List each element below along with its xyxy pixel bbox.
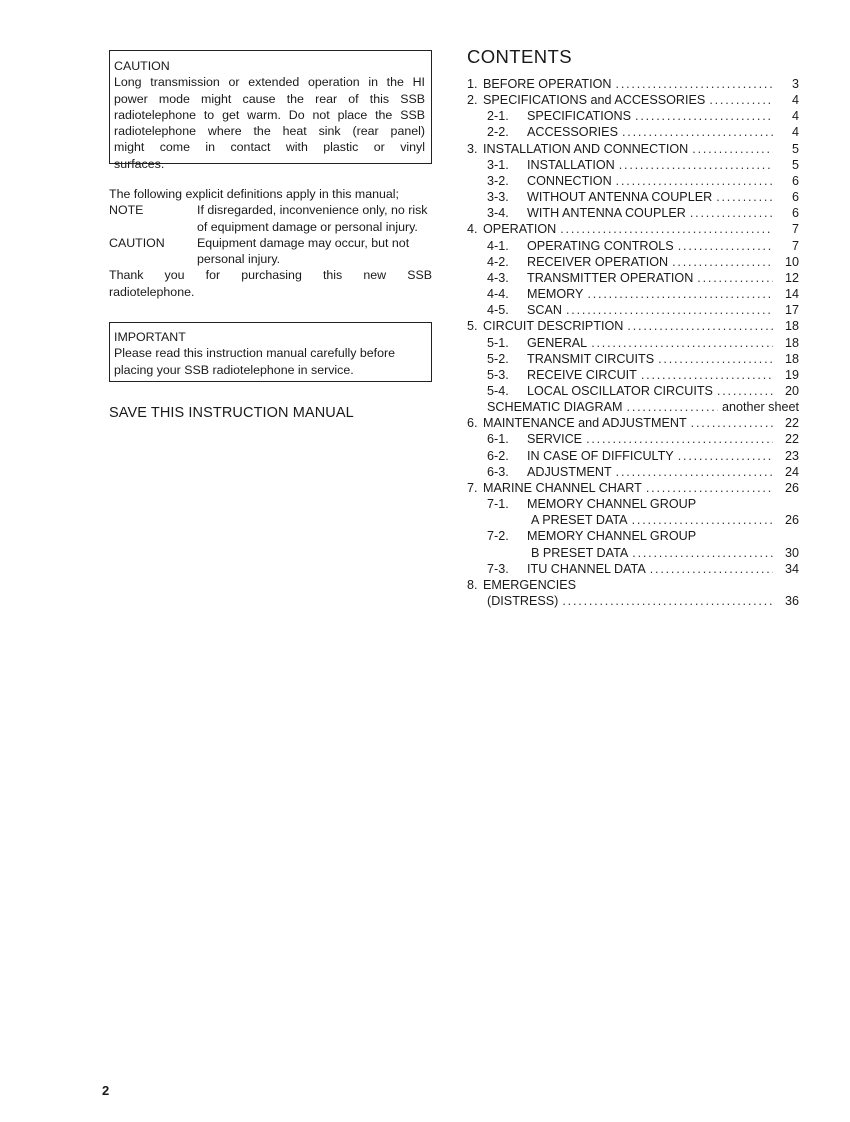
- caution-line: surfaces.: [114, 156, 165, 171]
- contents-title: CONTENTS: [467, 46, 572, 67]
- toc-label: WITHOUT ANTENNA COUPLER: [527, 190, 713, 205]
- toc-page: 6: [791, 173, 799, 188]
- toc-page: 7: [791, 222, 799, 237]
- toc-label: MEMORY: [527, 287, 584, 302]
- toc-number: 7-1.: [487, 497, 509, 512]
- toc-entry-continued: [467, 593, 799, 609]
- toc-label: RECEIVER OPERATION: [527, 254, 669, 269]
- toc-entry: [467, 577, 799, 593]
- toc-entry-continued: [467, 545, 799, 561]
- toc-leader: [717, 383, 773, 399]
- toc-label: TRANSMITTER OPERATION: [527, 270, 694, 285]
- toc-leader: [691, 415, 773, 431]
- toc-entry: [467, 108, 799, 124]
- toc-entry: [467, 367, 799, 383]
- toc-entry: [467, 286, 799, 302]
- toc-leader: [616, 464, 773, 480]
- toc-page: 19: [784, 367, 799, 382]
- toc-entry: [467, 124, 799, 140]
- thanks-line: Thank you for purchasing this new SSB: [109, 268, 432, 283]
- toc-leader: [562, 593, 773, 609]
- toc-page: 14: [784, 287, 799, 302]
- toc-leader: [586, 431, 773, 447]
- toc-entry: [467, 92, 799, 108]
- toc-number: 4-1.: [487, 238, 509, 253]
- toc-entry: [467, 221, 799, 237]
- toc-number: 3-3.: [487, 190, 509, 205]
- toc-page: 6: [791, 190, 799, 205]
- definition-term: CAUTION: [109, 235, 165, 250]
- toc-number: 1.: [467, 77, 478, 91]
- toc-entry: [467, 254, 799, 270]
- toc-page: 24: [784, 464, 799, 479]
- toc-entry: [467, 205, 799, 221]
- toc-leader: [622, 124, 773, 140]
- important-line: Please read this instruction manual carefully before: [114, 346, 396, 361]
- toc-entry: [467, 480, 799, 496]
- toc-label: LOCAL OSCILLATOR CIRCUITS: [527, 383, 713, 398]
- toc-page: 4: [791, 93, 799, 108]
- toc-leader: [616, 173, 773, 189]
- important-line: placing your SSB radiotelephone in service.: [114, 362, 354, 377]
- toc-number: 6-1.: [487, 432, 509, 447]
- toc-entry: [467, 302, 799, 318]
- toc-entry: [467, 561, 799, 577]
- thanks-line: radiotelephone.: [109, 284, 195, 299]
- toc-label: OPERATING CONTROLS: [527, 238, 674, 253]
- toc-entry: [467, 157, 799, 173]
- toc-entry: [467, 351, 799, 367]
- toc-label: ADJUSTMENT: [527, 464, 612, 479]
- table-of-contents: [467, 76, 799, 609]
- toc-page: another sheet: [721, 400, 799, 415]
- toc-entry: [467, 173, 799, 189]
- toc-page: 4: [791, 125, 799, 140]
- caution-line: Long transmission or extended operation in the HI: [114, 75, 425, 90]
- toc-leader: [632, 545, 773, 561]
- toc-leader: [627, 318, 773, 334]
- toc-label: CIRCUIT DESCRIPTION: [483, 319, 624, 334]
- toc-number: 7-3.: [487, 561, 509, 576]
- toc-label: A PRESET DATA: [531, 513, 628, 528]
- toc-number: 4-3.: [487, 270, 509, 285]
- toc-page: 18: [784, 319, 799, 334]
- toc-label: SCAN: [527, 303, 562, 318]
- toc-entry: [467, 238, 799, 254]
- toc-number: 7-2.: [487, 529, 509, 544]
- definition-text: Equipment damage may occur, but not personal injury.: [197, 235, 410, 267]
- toc-entry-schematic: [467, 399, 799, 415]
- toc-number: 5-1.: [487, 335, 509, 350]
- toc-leader: [632, 512, 773, 528]
- toc-leader: [716, 189, 773, 205]
- toc-leader: [616, 76, 773, 92]
- toc-entry: [467, 496, 799, 512]
- toc-page: 6: [791, 206, 799, 221]
- toc-label: ACCESSORIES: [527, 125, 618, 140]
- toc-label: INSTALLATION: [527, 157, 615, 172]
- toc-entry: [467, 141, 799, 157]
- toc-number: 4-5.: [487, 303, 509, 318]
- caution-line: radiotelephone to get warm. Do not place the SSB: [114, 107, 425, 122]
- toc-label: EMERGENCIES: [483, 577, 577, 592]
- toc-entry: [467, 76, 799, 92]
- caution-line: radiotelephone where the heat sink (rear panel): [114, 124, 425, 139]
- toc-leader: [709, 92, 773, 108]
- toc-number: 4-2.: [487, 254, 509, 269]
- definition-note: [109, 202, 432, 235]
- toc-label: WITH ANTENNA COUPLER: [527, 206, 686, 221]
- definitions-intro: The following explicit definitions apply in this manual;: [109, 187, 399, 201]
- toc-number: 6-3.: [487, 464, 509, 479]
- toc-leader: [635, 108, 773, 124]
- toc-number: 3.: [467, 141, 478, 156]
- toc-number: 7.: [467, 480, 478, 495]
- toc-label: INSTALLATION AND CONNECTION: [483, 141, 689, 156]
- toc-entry: [467, 528, 799, 544]
- toc-number: 2-1.: [487, 109, 509, 124]
- toc-leader: [678, 448, 773, 464]
- toc-page: 12: [784, 270, 799, 285]
- toc-label: BEFORE OPERATION: [483, 77, 612, 91]
- toc-number: 5-3.: [487, 367, 509, 382]
- toc-page: 7: [791, 238, 799, 253]
- toc-leader: [627, 399, 718, 415]
- toc-label: ITU CHANNEL DATA: [527, 561, 646, 576]
- toc-label: GENERAL: [527, 335, 588, 350]
- toc-label: MEMORY CHANNEL GROUP: [527, 529, 697, 544]
- toc-number: 5.: [467, 319, 478, 334]
- definition-caution: [109, 235, 432, 268]
- contents-column: [467, 46, 799, 609]
- toc-number: 3-4.: [487, 206, 509, 221]
- toc-entry-continued: [467, 512, 799, 528]
- toc-page: 4: [791, 109, 799, 124]
- toc-page: 5: [791, 141, 799, 156]
- toc-entry: [467, 448, 799, 464]
- toc-label: RECEIVE CIRCUIT: [527, 367, 637, 382]
- toc-entry: [467, 335, 799, 351]
- toc-entry: [467, 415, 799, 431]
- toc-number: 6-2.: [487, 448, 509, 463]
- toc-leader: [619, 157, 773, 173]
- toc-leader: [650, 561, 773, 577]
- toc-entry: [467, 464, 799, 480]
- toc-page: 18: [784, 335, 799, 350]
- toc-label: SCHEMATIC DIAGRAM: [487, 400, 623, 415]
- definitions-section: [109, 186, 432, 300]
- toc-leader: [697, 270, 773, 286]
- caution-box-title: CAUTION: [114, 59, 170, 73]
- toc-label: IN CASE OF DIFFICULTY: [527, 448, 674, 463]
- toc-label: SERVICE: [527, 432, 583, 447]
- toc-number: 3-2.: [487, 173, 509, 188]
- toc-entry: [467, 270, 799, 286]
- toc-label: SPECIFICATIONS and ACCESSORIES: [483, 93, 706, 108]
- toc-number: 8.: [467, 577, 478, 592]
- toc-leader: [690, 205, 773, 221]
- save-manual-notice: SAVE THIS INSTRUCTION MANUAL: [109, 405, 354, 422]
- toc-entry: [467, 318, 799, 334]
- important-box: [109, 322, 432, 382]
- definition-text: If disregarded, inconvenience only, no risk of equipment damage or personal injury.: [197, 203, 428, 234]
- toc-number: 5-4.: [487, 383, 509, 398]
- toc-leader: [641, 367, 773, 383]
- definition-term: NOTE: [109, 203, 144, 218]
- toc-entry: [467, 189, 799, 205]
- toc-leader: [692, 141, 773, 157]
- toc-leader: [591, 335, 773, 351]
- toc-label: MARINE CHANNEL CHART: [483, 480, 642, 495]
- toc-entry: [467, 383, 799, 399]
- toc-leader: [678, 238, 773, 254]
- toc-number: 4-4.: [487, 287, 509, 302]
- toc-page: 18: [784, 351, 799, 366]
- toc-label: MAINTENANCE and ADJUSTMENT: [483, 416, 687, 431]
- toc-page: 23: [784, 448, 799, 463]
- caution-box: [109, 50, 432, 171]
- toc-leader: [566, 302, 773, 318]
- toc-page: 5: [791, 157, 799, 172]
- toc-leader: [658, 351, 773, 367]
- toc-page: 30: [784, 545, 799, 560]
- toc-page: 3: [791, 77, 799, 91]
- toc-label: SPECIFICATIONS: [527, 109, 632, 124]
- toc-number: 2-2.: [487, 125, 509, 140]
- toc-label: (DISTRESS): [487, 594, 559, 608]
- important-box-title: IMPORTANT: [114, 330, 186, 345]
- page-number: 2: [102, 1083, 110, 1098]
- toc-page: 22: [784, 432, 799, 447]
- toc-page: 34: [784, 561, 799, 576]
- toc-label: CONNECTION: [527, 173, 612, 188]
- toc-page: 26: [784, 480, 799, 495]
- toc-number: 3-1.: [487, 157, 509, 172]
- toc-leader: [646, 480, 773, 496]
- toc-label: B PRESET DATA: [531, 545, 629, 560]
- caution-line: might come in contact with plastic or vinyl: [114, 140, 425, 155]
- caution-line: power mode might cause the rear of this SSB: [114, 91, 425, 106]
- toc-number: 5-2.: [487, 351, 509, 366]
- toc-label: MEMORY CHANNEL GROUP: [527, 497, 697, 512]
- toc-leader: [672, 254, 773, 270]
- toc-leader: [560, 221, 773, 237]
- toc-page: 22: [784, 416, 799, 431]
- toc-label: OPERATION: [483, 222, 557, 237]
- toc-page: 36: [784, 594, 799, 608]
- toc-leader: [587, 286, 773, 302]
- toc-number: 4.: [467, 222, 478, 237]
- toc-entry: [467, 431, 799, 447]
- toc-page: 20: [784, 383, 799, 398]
- toc-page: 26: [784, 513, 799, 528]
- toc-page: 17: [784, 303, 799, 318]
- toc-page: 10: [784, 254, 799, 269]
- left-column: [109, 50, 432, 421]
- toc-number: 2.: [467, 93, 478, 108]
- toc-label: TRANSMIT CIRCUITS: [527, 351, 655, 366]
- toc-number: 6.: [467, 416, 478, 431]
